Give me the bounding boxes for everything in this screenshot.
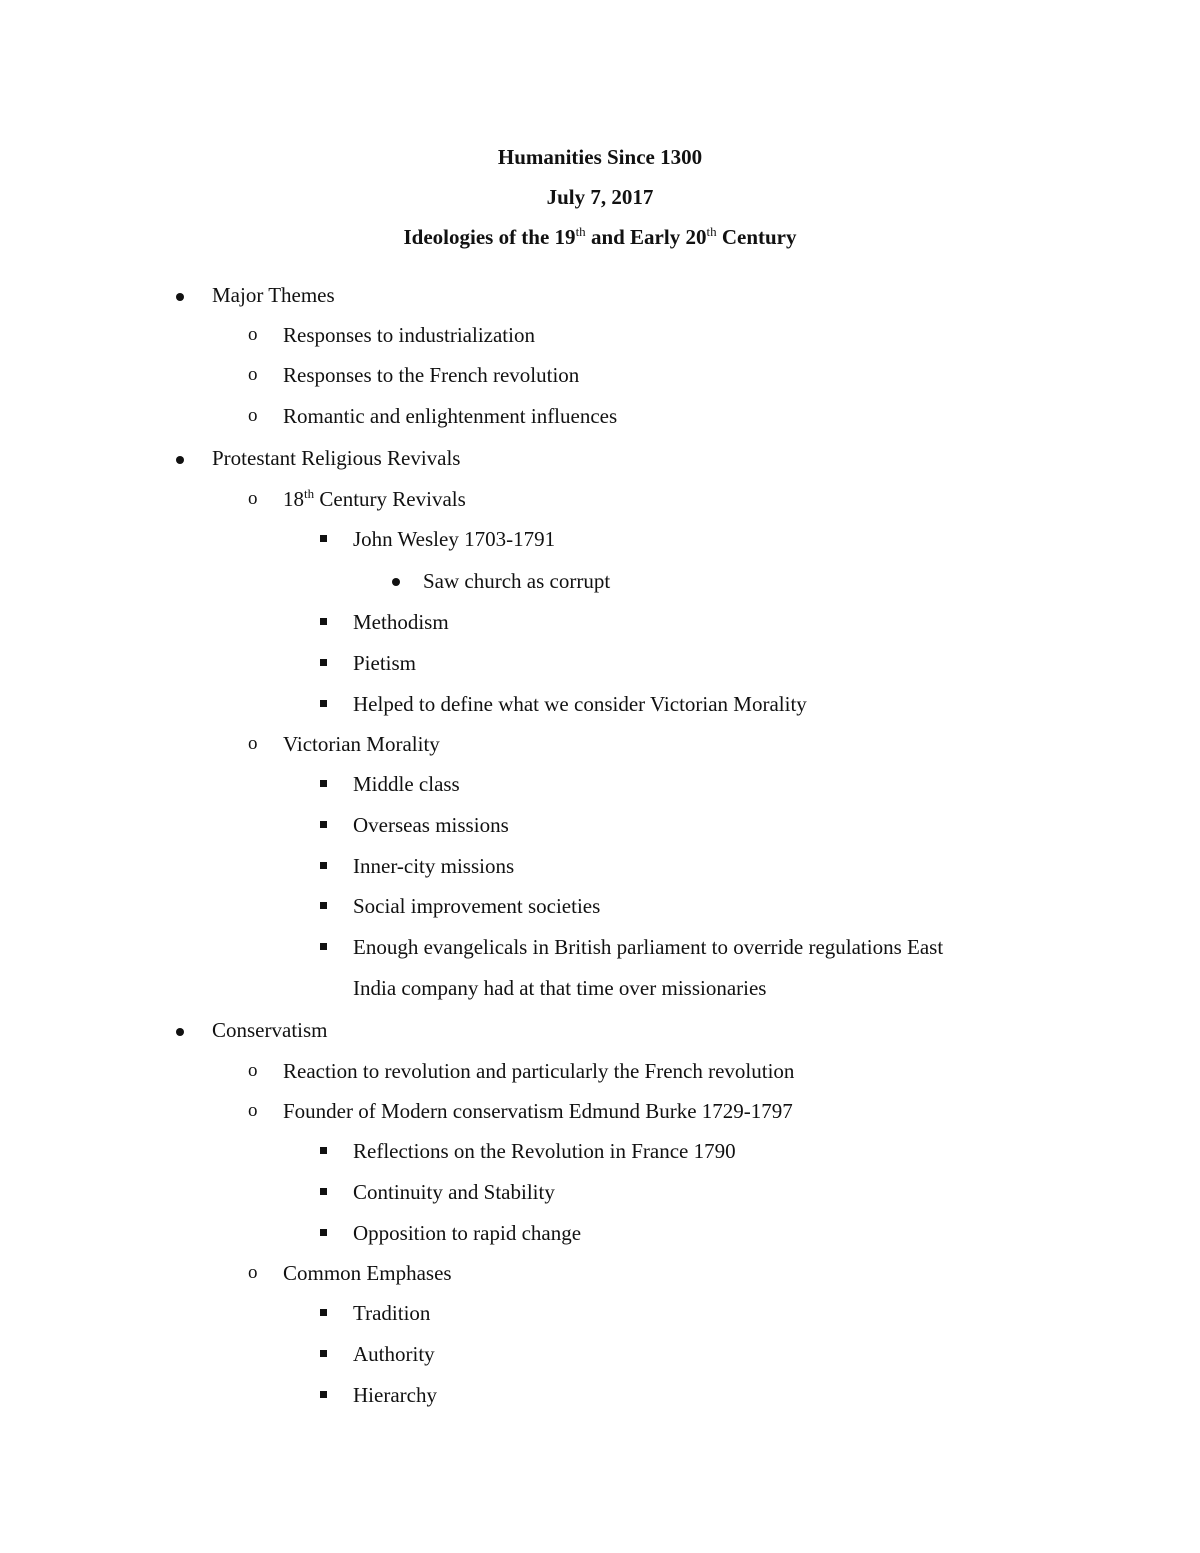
outline-item: Enough evangelicals in British parliament to override regulations East — [353, 935, 944, 959]
document-date: July 7, 2017 — [546, 185, 654, 209]
outline-item: Social improvement societies — [353, 894, 601, 918]
outline-item: John Wesley 1703-1791 — [353, 527, 556, 551]
outline-item: Helped to define what we consider Victorian Morality — [353, 692, 807, 716]
bullet-disc-icon — [176, 293, 184, 301]
bullet-square-icon — [320, 659, 327, 666]
bullet-square-icon — [320, 535, 327, 542]
bullet-square-icon — [320, 780, 327, 787]
bullet-circle-icon: o — [248, 405, 258, 426]
document-title: Humanities Since 1300 — [497, 145, 703, 169]
bullet-square-icon — [320, 862, 327, 869]
bullet-disc-icon — [392, 578, 400, 586]
outline-item: Saw church as corrupt — [423, 569, 611, 593]
bullet-square-icon — [320, 1188, 327, 1195]
bullet-disc-icon — [176, 1028, 184, 1036]
outline-item: Reflections on the Revolution in France 1790 — [353, 1139, 736, 1163]
bullet-circle-icon: o — [248, 1060, 258, 1081]
outline-item: Tradition — [353, 1301, 431, 1325]
outline-item: Conservatism — [212, 1018, 328, 1042]
bullet-square-icon — [320, 618, 327, 625]
bullet-circle-icon: o — [248, 733, 258, 754]
bullet-circle-icon: o — [248, 488, 258, 509]
bullet-square-icon — [320, 1309, 327, 1316]
bullet-square-icon — [320, 1391, 327, 1398]
outline-item: Middle class — [353, 772, 460, 796]
bullet-circle-icon: o — [248, 1100, 258, 1121]
outline-item: Inner-city missions — [353, 854, 515, 878]
outline-item: Founder of Modern conservatism Edmund Burke 1729-1797 — [283, 1099, 793, 1123]
outline-item: 18th Century Revivals — [283, 486, 466, 511]
bullet-square-icon — [320, 821, 327, 828]
outline-item: Victorian Morality — [283, 732, 440, 756]
bullet-circle-icon: o — [248, 364, 258, 385]
bullet-square-icon — [320, 1147, 327, 1154]
outline-item: Common Emphases — [283, 1261, 452, 1285]
outline-item: Opposition to rapid change — [353, 1221, 582, 1245]
bullet-square-icon — [320, 700, 327, 707]
outline-item: Romantic and enlightenment influences — [283, 404, 618, 428]
document-subtitle: Ideologies of the 19th and Early 20th Century — [403, 224, 797, 249]
bullet-circle-icon: o — [248, 1262, 258, 1283]
bullet-square-icon — [320, 943, 327, 950]
outline-item: Continuity and Stability — [353, 1180, 555, 1204]
outline-item: Major Themes — [212, 283, 335, 307]
outline-item-continuation: India company had at that time over missionaries — [353, 976, 767, 1000]
outline-item: Reaction to revolution and particularly the French revolution — [283, 1059, 795, 1083]
outline-item: Overseas missions — [353, 813, 509, 837]
outline-item: Responses to the French revolution — [283, 363, 580, 387]
outline-item: Protestant Religious Revivals — [212, 446, 461, 470]
outline-item: Methodism — [353, 610, 449, 634]
bullet-square-icon — [320, 1350, 327, 1357]
outline-item: Authority — [353, 1342, 435, 1366]
bullet-circle-icon: o — [248, 324, 258, 345]
outline-item: Hierarchy — [353, 1383, 437, 1407]
bullet-square-icon — [320, 902, 327, 909]
bullet-square-icon — [320, 1229, 327, 1236]
bullet-disc-icon — [176, 456, 184, 464]
outline-item: Pietism — [353, 651, 417, 675]
outline-item: Responses to industrialization — [283, 323, 535, 347]
